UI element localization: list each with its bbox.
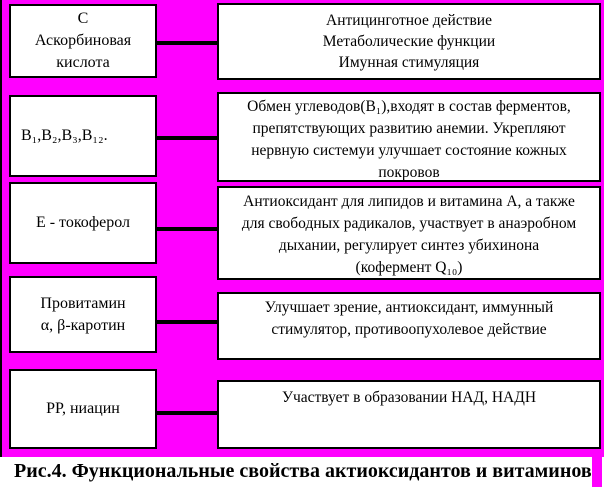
description-box-provitamin bbox=[217, 292, 601, 360]
vitamin-label: РР, ниацин bbox=[46, 400, 120, 417]
description-text: Антицинготное действие bbox=[326, 12, 492, 29]
description-text: (кофермент Q₁₀) bbox=[355, 259, 463, 276]
vitamin-label: кислота bbox=[56, 54, 110, 71]
description-text: дыхании, регулирует синтез убихинона bbox=[278, 237, 540, 254]
vitamin-label: Аскорбиновая bbox=[34, 32, 132, 49]
vitamin-box-c bbox=[9, 4, 157, 78]
description-text: нервную системуи улучшает состояние кожных bbox=[251, 142, 567, 159]
description-text: Участвует в образовании НАД, НАДН bbox=[281, 389, 537, 406]
connector-line bbox=[155, 136, 219, 140]
figure-caption: Рис.4. Функциональные свойства актиоксидантов и витаминов bbox=[14, 460, 592, 482]
description-text: Обмен углеводов(В₁),входят в состав ферментов, bbox=[247, 98, 571, 115]
vitamin-label: Провитамин bbox=[40, 294, 126, 312]
connector-line bbox=[155, 227, 219, 231]
vitamin-label: Е - токоферол bbox=[35, 214, 131, 231]
description-text: для свободных радикалов, участвует в анаэробном bbox=[241, 215, 577, 232]
connector-line bbox=[155, 320, 219, 324]
description-box-c bbox=[217, 3, 601, 80]
vitamin-box-e bbox=[9, 182, 157, 264]
description-box-e bbox=[217, 186, 601, 280]
description-box-b-group bbox=[217, 92, 601, 182]
description-text: Улучшает зрение, антиоксидант, иммунный bbox=[264, 299, 554, 316]
description-text: Имунная стимуляция bbox=[338, 54, 480, 71]
description-box-pp-niacin bbox=[217, 380, 601, 449]
description-text: препятствующих развитию анемии. Укрепляют bbox=[252, 120, 566, 137]
description-text: стимулятор, противоопухолевое действие bbox=[271, 321, 547, 338]
vitamin-label: С bbox=[77, 10, 89, 27]
vitamin-box-b-group bbox=[9, 95, 157, 177]
description-text: покровов bbox=[378, 164, 440, 181]
vitamin-box-pp-niacin bbox=[9, 369, 157, 449]
description-text: Антиоксидант для липидов и витамина А, а также bbox=[243, 193, 575, 210]
vitamin-label: α, β-каротин bbox=[40, 316, 126, 334]
connector-line bbox=[155, 41, 219, 45]
vitamin-box-provitamin bbox=[9, 276, 157, 353]
description-text: Метаболические функции bbox=[322, 33, 496, 50]
vitamin-label: В₁,В₂,В₃,В₁₂. bbox=[21, 127, 108, 144]
connector-line bbox=[155, 411, 219, 415]
